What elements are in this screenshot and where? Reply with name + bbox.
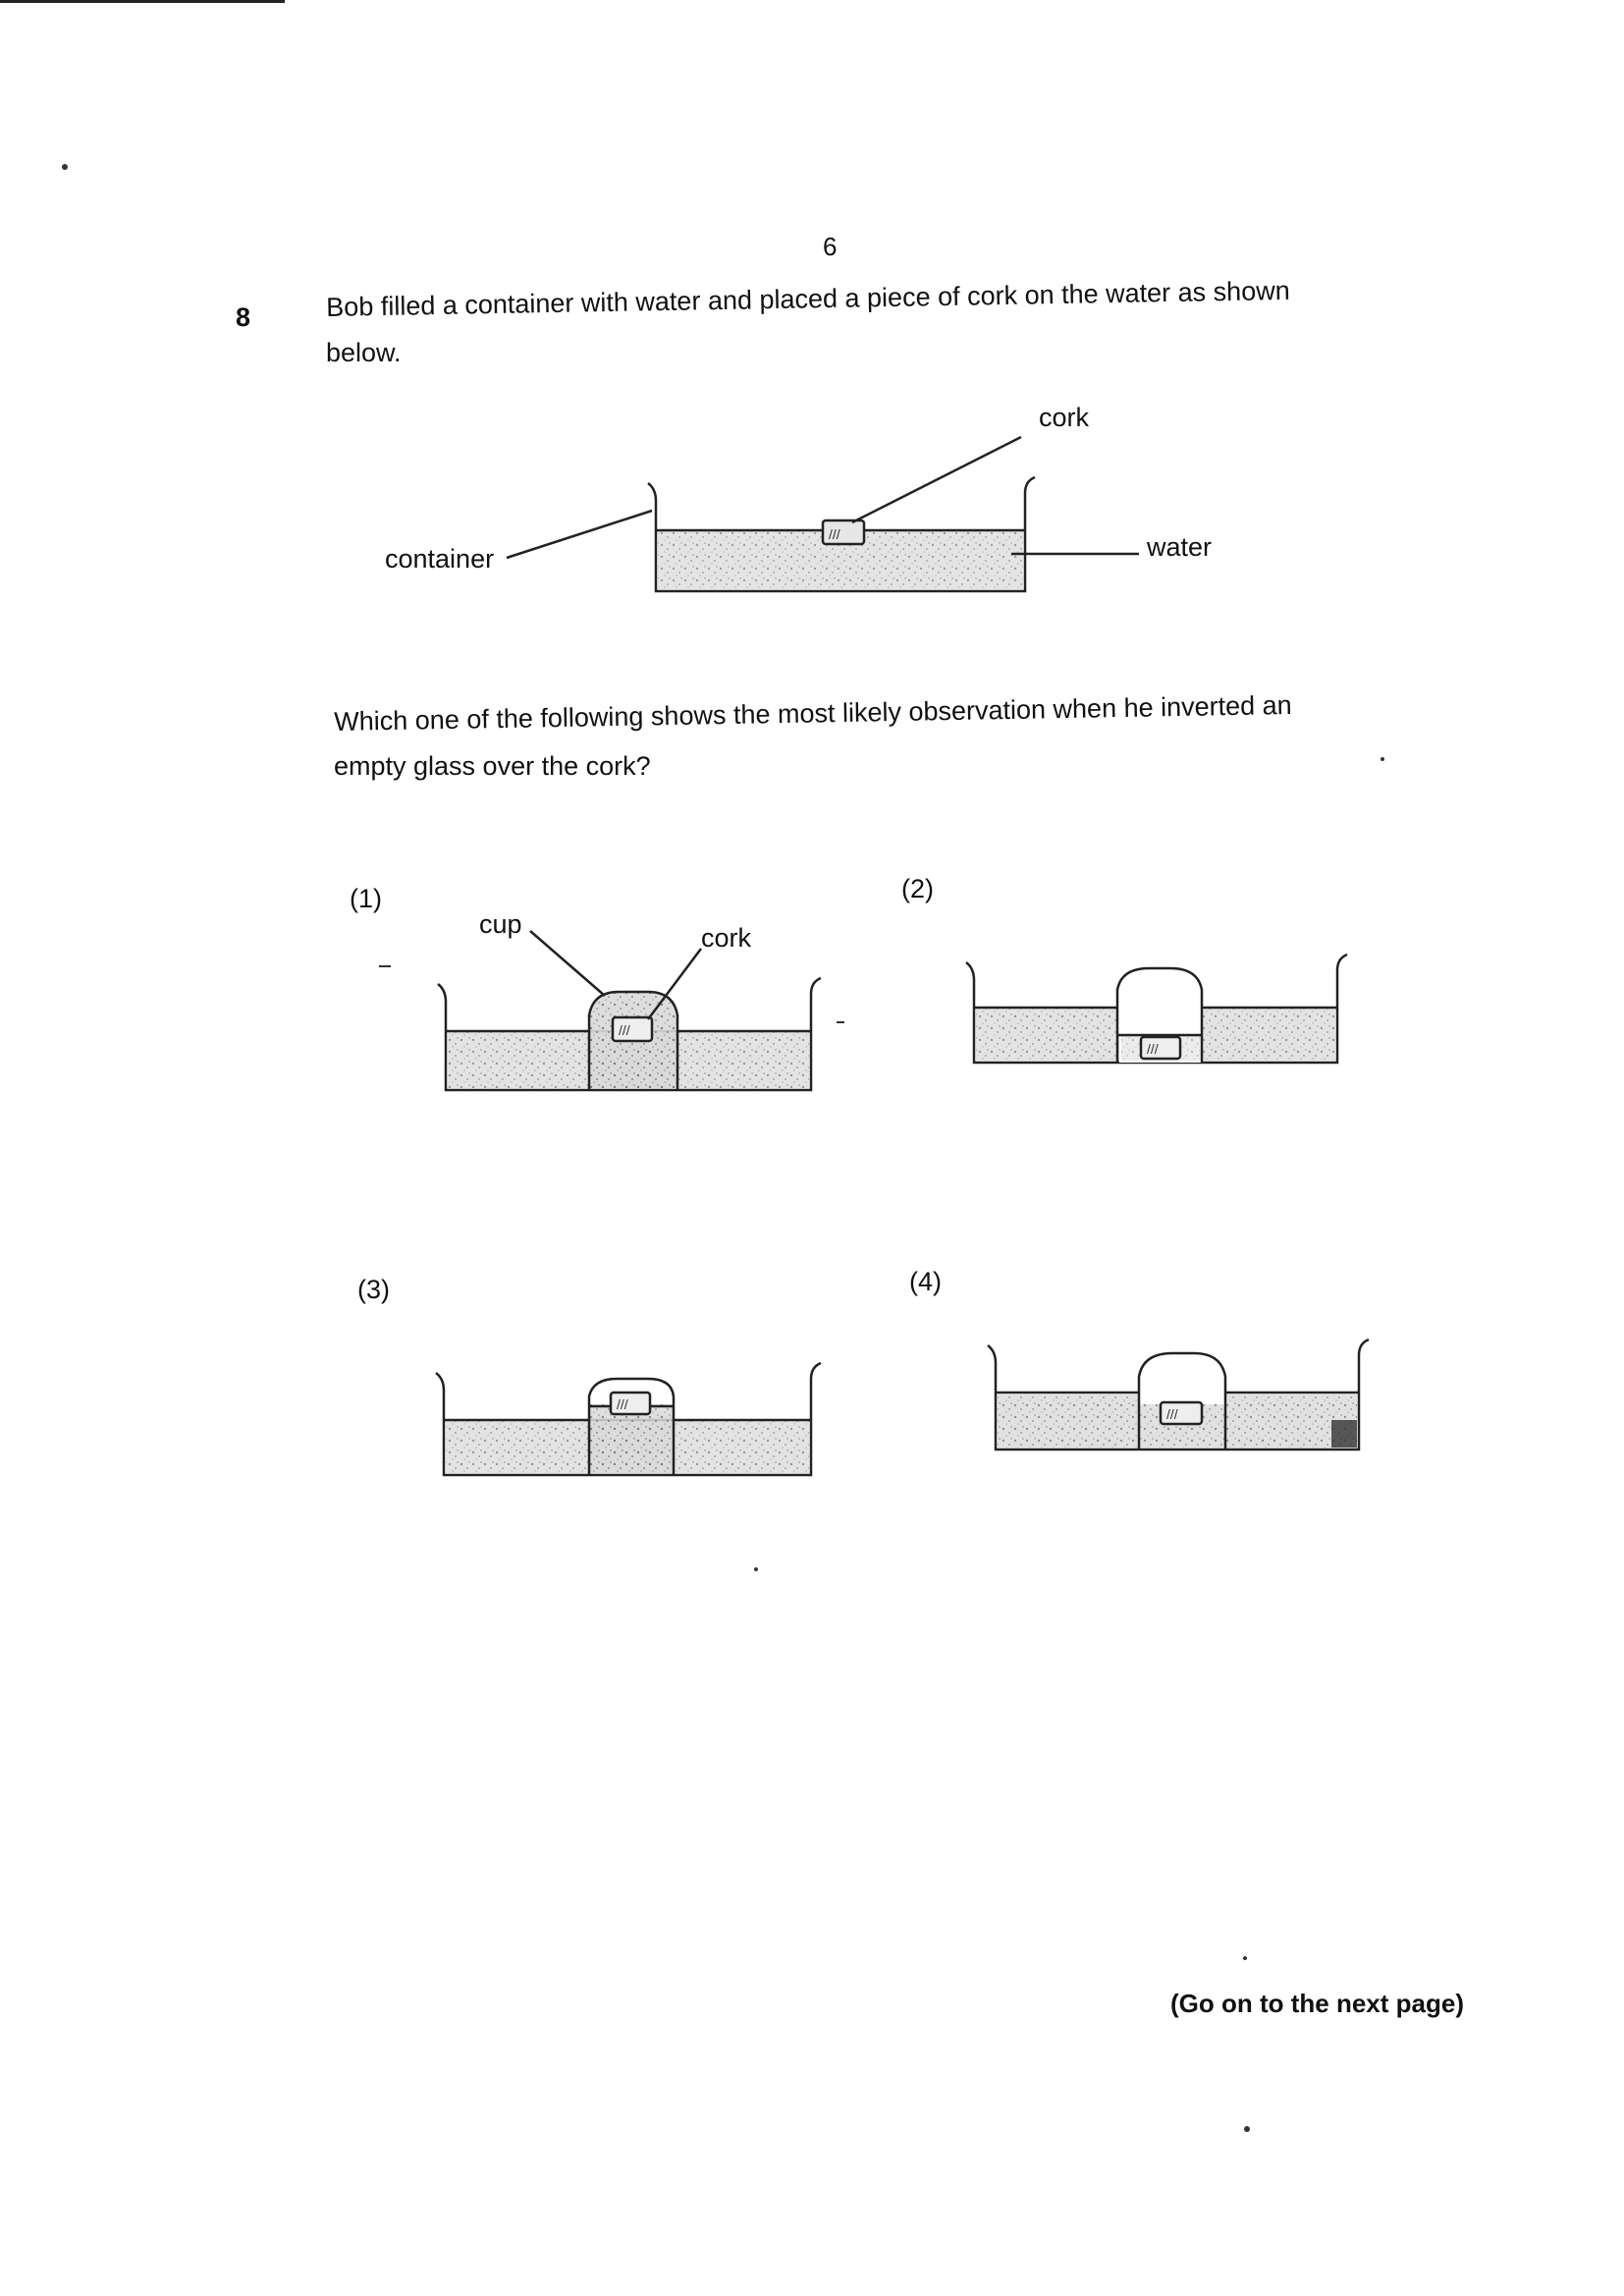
question-number: 8 bbox=[236, 302, 251, 332]
page-number: 6 bbox=[823, 232, 838, 261]
scan-marks bbox=[62, 164, 1384, 2132]
cup-pointer bbox=[530, 931, 605, 996]
option-3-diagram bbox=[357, 1275, 821, 1475]
svg-text:///: /// bbox=[617, 1396, 628, 1412]
svg-text:///: /// bbox=[1147, 1041, 1159, 1057]
option-3-label: (3) bbox=[357, 1275, 390, 1304]
option-1-label: (1) bbox=[350, 884, 382, 913]
svg-text:///: /// bbox=[619, 1022, 630, 1038]
next-page-note: (Go on to the next page) bbox=[1170, 1989, 1464, 2018]
water-label: water bbox=[1147, 532, 1213, 562]
svg-text:///: /// bbox=[1166, 1406, 1178, 1422]
option-2-diagram bbox=[901, 874, 1347, 1063]
container-pointer bbox=[507, 511, 652, 558]
cork-texture: /// bbox=[829, 526, 840, 542]
option-1-cork-label: cork bbox=[701, 923, 752, 953]
container-label: container bbox=[385, 544, 495, 574]
cork-pointer bbox=[852, 437, 1021, 522]
option-2-label: (2) bbox=[901, 874, 934, 903]
option-4-label: (4) bbox=[909, 1267, 942, 1296]
prompt-text-line-1: Which one of the following shows the most likely observation when he inverted an bbox=[334, 689, 1292, 737]
option-4-diagram bbox=[909, 1267, 1369, 1449]
question-text-line-2: below. bbox=[326, 338, 402, 367]
cup-label: cup bbox=[479, 909, 522, 939]
option-1-diagram bbox=[350, 884, 821, 1090]
main-diagram bbox=[385, 403, 1212, 591]
prompt-text-line-2: empty glass over the cork? bbox=[334, 751, 651, 781]
cork-label: cork bbox=[1039, 403, 1090, 432]
question-text-line-1: Bob filled a container with water and placed a piece of cork on the water as shown bbox=[326, 275, 1290, 322]
